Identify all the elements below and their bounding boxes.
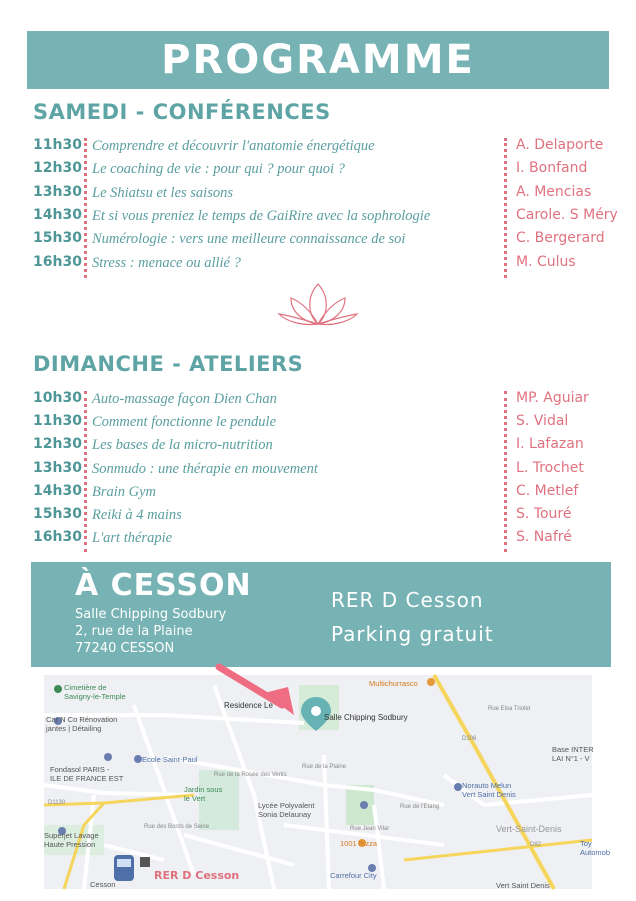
schedule-row [0, 135, 636, 158]
map-label-lycee: Lycée Polyvalent Sonia Delaunay [258, 801, 315, 819]
map-label-vert-saint-denis-2: Vert Saint Denis [496, 881, 550, 890]
session-title: Le Shiatsu et les saisons [92, 184, 233, 201]
map-label-d82: D82 [530, 842, 542, 848]
session-title: Auto-massage façon Dien Chan [92, 391, 277, 407]
speaker-name: I. Bonfand [516, 160, 588, 177]
speaker-name: S. Touré [516, 506, 572, 522]
map-label-cesson: Cesson [90, 880, 116, 889]
session-title: Stress : menace ou allié ? [92, 254, 241, 271]
map-label-d306: D306 [462, 736, 477, 742]
time: 14h30 [33, 206, 82, 223]
map-label-base: Base INTER LAI N°1 - V [552, 745, 594, 763]
schedule-row [0, 182, 636, 205]
speaker-name: A. Delaporte [516, 137, 604, 153]
map-label-jardin: Jardin sous le Vert [184, 785, 223, 803]
speaker-name: S. Vidal [516, 413, 569, 430]
map-label-rue-jean-vilar: Rue Jean Vilar [350, 826, 390, 832]
map-label-rue-etang: Rue de l'Etang [400, 804, 440, 810]
time: 14h30 [33, 482, 82, 499]
sunday-title: DIMANCHE - ATELIERS [33, 352, 304, 376]
schedule-row [0, 411, 636, 434]
schedule-row [0, 481, 636, 504]
schedule-row [0, 527, 636, 550]
map-label-rer: RER D Cesson [154, 869, 240, 882]
session-title: L'art thérapie [92, 530, 173, 547]
speaker-name: I. Lafazan [516, 436, 584, 453]
speaker-name: A. Mencias [516, 183, 592, 200]
map-label-vert-saint-denis: Vert-Saint-Denis [496, 824, 562, 834]
session-title: Brain Gym [92, 483, 157, 500]
map-label-car-renovation: Car N Co Rénovation jantes | Détailing [46, 715, 118, 733]
schedule-row [0, 205, 636, 228]
map-label-rue-rosee: Rue de la Rosée des Vents [214, 772, 287, 778]
schedule-row [0, 158, 636, 181]
speaker-name: MP. Aguiar [516, 390, 589, 406]
lotus-icon [277, 280, 359, 330]
map-label-venue: Salle Chipping Sodbury [324, 713, 408, 722]
map-label-school: Ecole Saint-Paul [142, 755, 198, 764]
map-label-rue-plaine: Rue de la Plaine [302, 764, 347, 770]
map-label-multichurrasco: Multichurrasco [369, 679, 418, 688]
time: 10h30 [33, 390, 82, 406]
time: 16h30 [33, 253, 82, 270]
schedule-row [0, 388, 636, 411]
speaker-name: L. Trochet [516, 459, 584, 476]
map-label-fondasol: Fondasol PARIS - ILE DE FRANCE EST [50, 765, 124, 783]
map-label-rue-elsa: Rue Elsa Triolet [488, 706, 531, 712]
map-label-residence: Residence Le [224, 701, 273, 710]
time: 12h30 [33, 160, 82, 177]
map-label-rue-bords: Rue des Bords de Seine [144, 824, 210, 830]
location-map[interactable] [44, 675, 611, 890]
saturday-title: SAMEDI - CONFÉRENCES [33, 100, 331, 124]
map-label-carrefour: Carrefour City [330, 871, 377, 880]
schedule-row [0, 458, 636, 481]
session-title: Reiki à 4 mains [92, 507, 182, 523]
programme-banner [27, 31, 609, 89]
schedule-row [0, 252, 636, 275]
time: 16h30 [33, 529, 82, 546]
map-label-cemetery: Cimetière de Savigny-le-Temple [64, 683, 126, 701]
location-panel [31, 562, 611, 667]
address-line-city: 77240 CESSON [75, 641, 175, 656]
time: 11h30 [33, 413, 82, 430]
map-label-norauto: Norauto Melun Vert Saint Denis [462, 781, 516, 799]
session-title: Les bases de la micro-nutrition [92, 437, 273, 454]
time: 13h30 [33, 459, 82, 476]
schedule-row [0, 504, 636, 527]
session-title: Le coaching de vie : pour qui ? pour quoi ? [92, 161, 345, 178]
map-label-superjet: Superjet Lavage Haute Pression [44, 831, 99, 849]
session-title: Sonmudo : une thérapie en mouvement [92, 460, 318, 477]
time: 13h30 [33, 183, 82, 200]
time: 15h30 [33, 230, 82, 247]
time: 11h30 [33, 137, 82, 153]
session-title: Comprendre et découvrir l'anatomie énergétique [92, 138, 375, 154]
time: 12h30 [33, 436, 82, 453]
map-label-toyota: Toy Automob [580, 839, 611, 857]
session-title: Numérologie : vers une meilleure connaissance de soi [92, 231, 406, 248]
speaker-name: C. Metlef [516, 482, 579, 499]
map-label-d1130: D1130 [48, 800, 66, 806]
location-title: À CESSON [75, 568, 252, 603]
address-line-venue: Salle Chipping Sodbury [75, 607, 227, 622]
address-line-street: 2, rue de la Plaine [75, 624, 193, 639]
schedule-row [0, 228, 636, 251]
session-title: Comment fonctionne le pendule [92, 414, 277, 431]
schedule-row [0, 434, 636, 457]
speaker-name: C. Bergerard [516, 230, 605, 247]
transport-info: RER D Cesson [331, 588, 484, 612]
map-label-pizza: 1001 Pizza [340, 839, 378, 848]
speaker-name: Carole. S Méry [516, 206, 618, 223]
session-title: Et si vous preniez le temps de GaiRire avec la sophrologie [92, 207, 431, 224]
parking-info: Parking gratuit [331, 622, 494, 646]
speaker-name: M. Culus [516, 253, 576, 270]
page-title: PROGRAMME [161, 37, 475, 83]
time: 15h30 [33, 506, 82, 522]
speaker-name: S. Nafré [516, 529, 572, 546]
